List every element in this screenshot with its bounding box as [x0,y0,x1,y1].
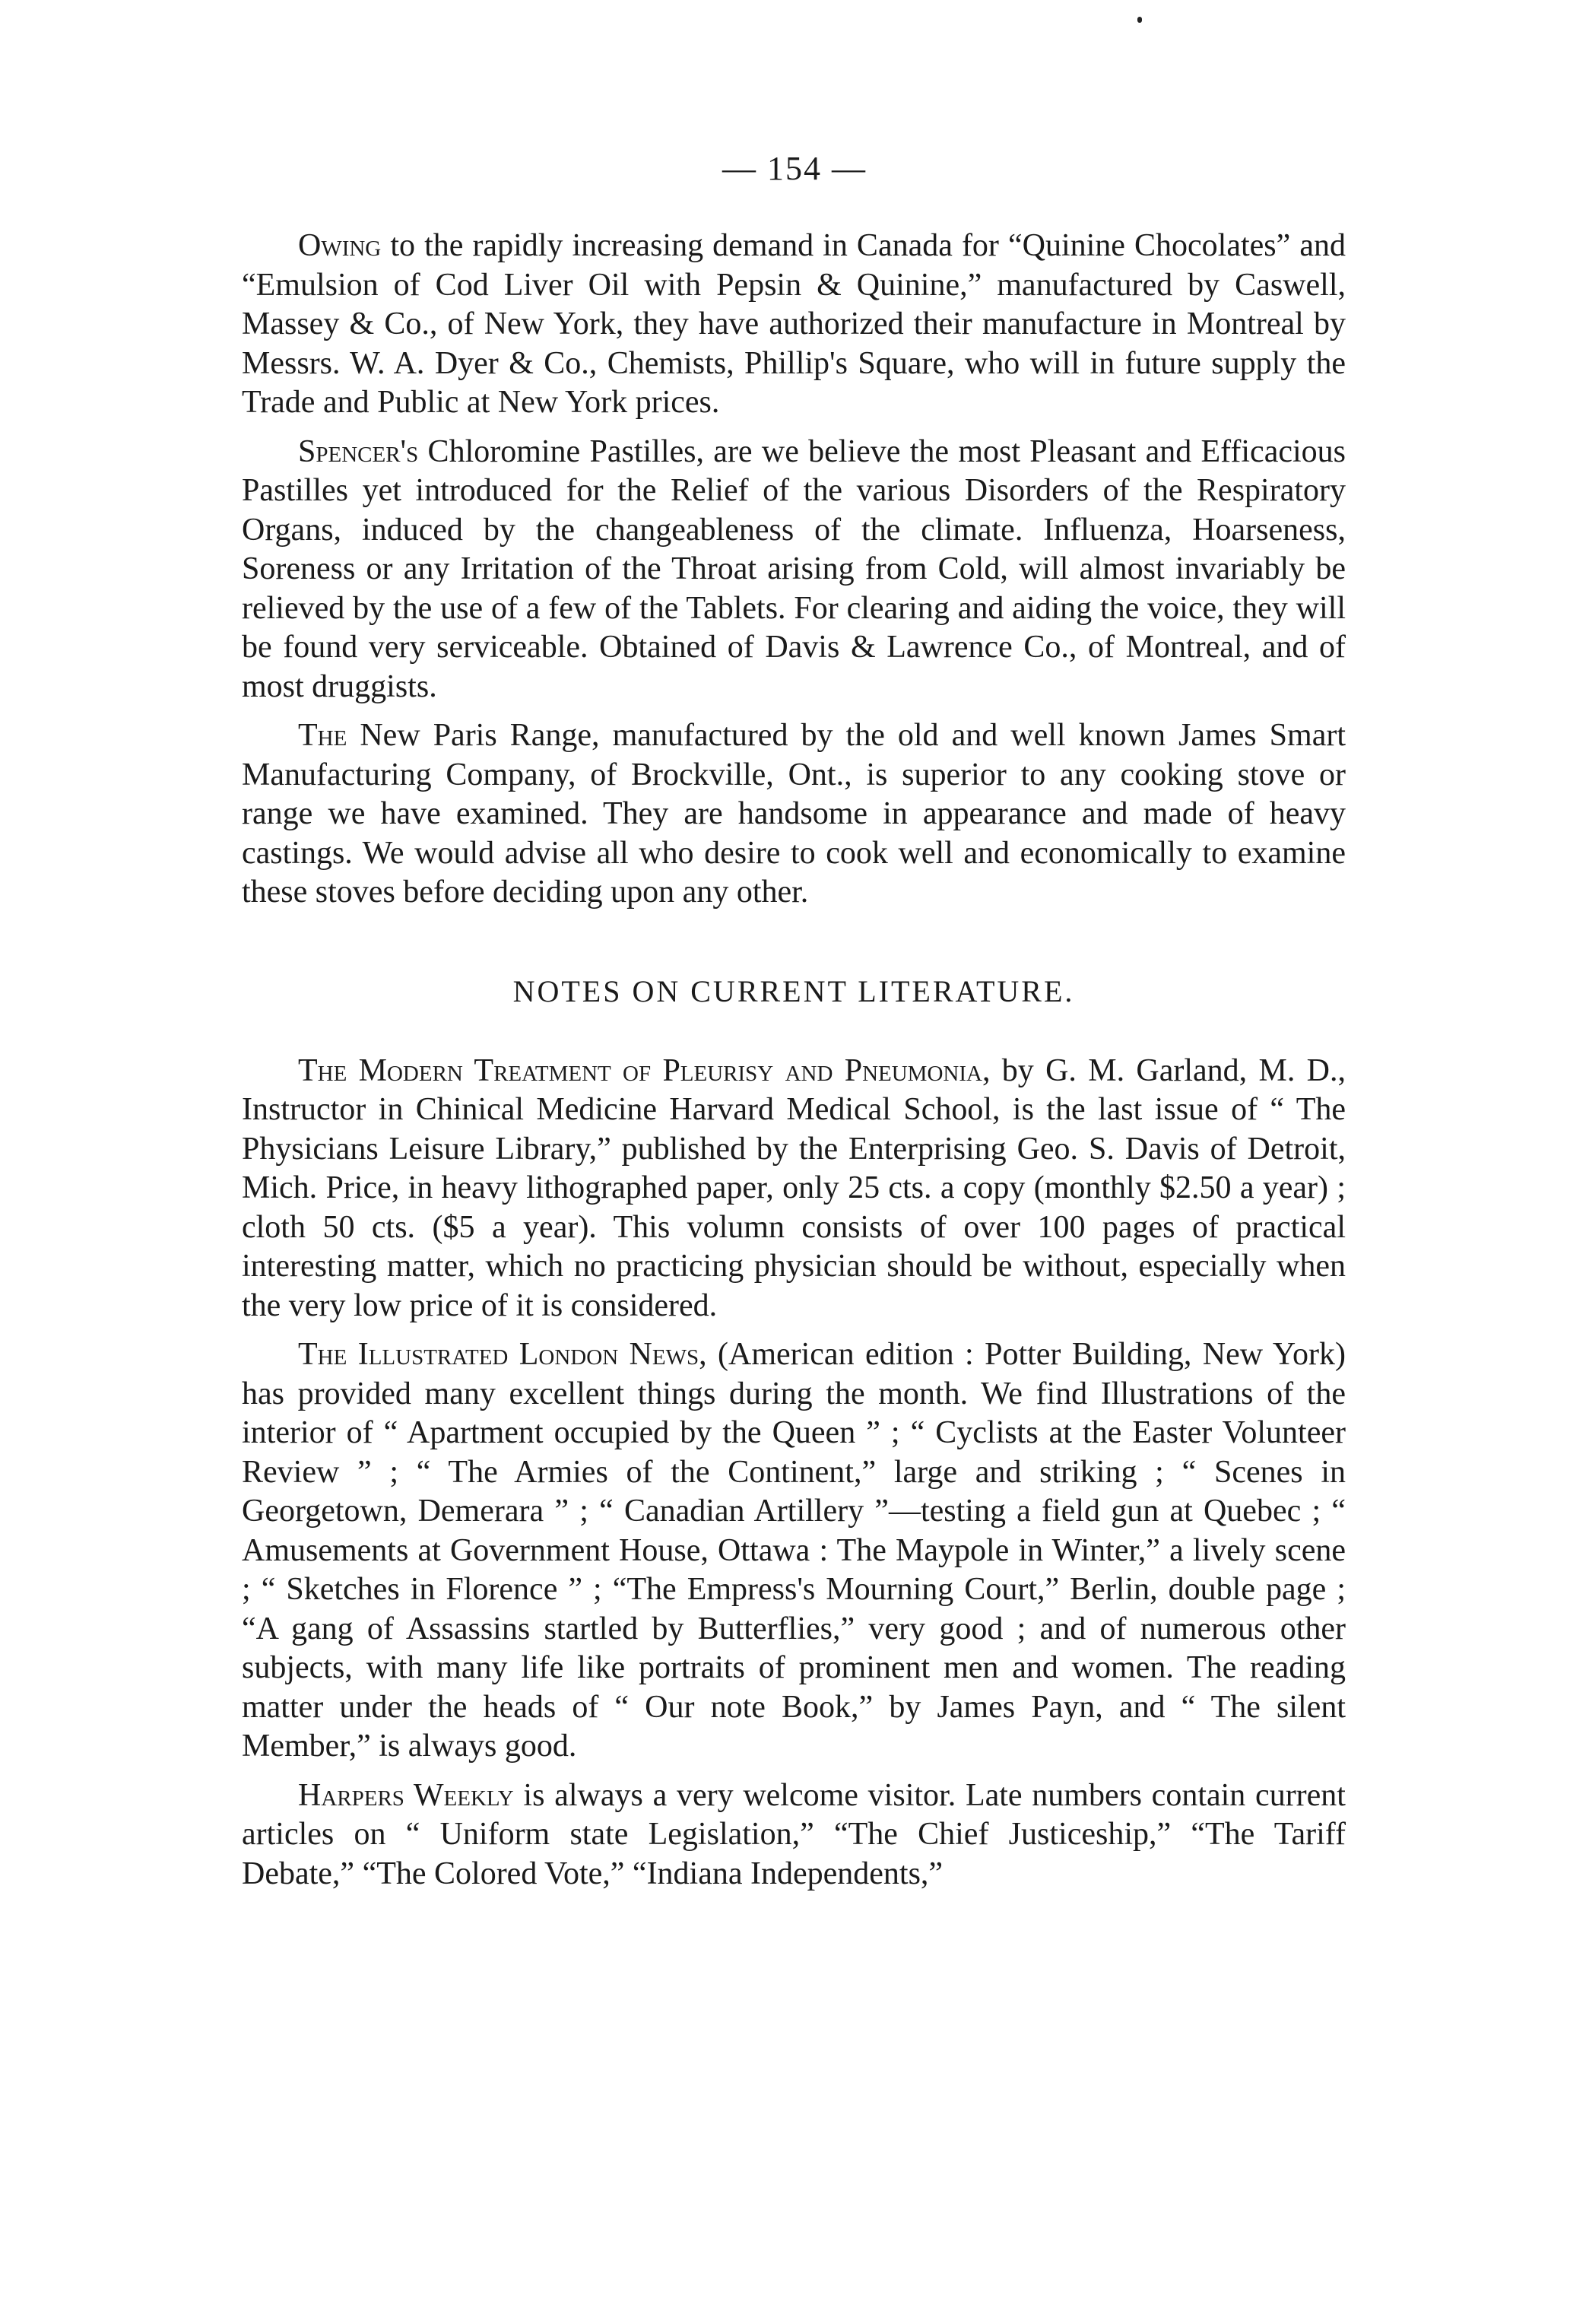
paragraph-text: Chloromine Pastilles, are we believe the most Pleasant and Efficacious Pastilles yet introduced for the Relief of the various Disorders of the Respiratory Organs, induced by the changeableness of the climate. Influenza, Hoarseness, Soreness or any Irritation of the Throat arising from Cold, will almost invariably be relieved by the use of a few of the Tablets. For clearing and aiding the voice, they will be found very serviceable. Obtained of Davis & Lawrence Co., of Montreal, and of most druggists. [242,433,1346,704]
paragraph-lead: The Modern Treatment of Pleurisy and Pneumonia, [298,1052,991,1088]
paragraph-lead: Harpers Weekly [298,1777,514,1813]
section-title: NOTES ON CURRENT LITERATURE. [512,973,1075,1008]
note-paragraph-harpers [242,1776,1346,1894]
ad-paragraph-quinine [242,227,1346,423]
paragraph-text: New Paris Range, manufactured by the old and well known James Smart Manufacturing Company, of Brockville, Ont., is superior to any cooking stove or range we have examined. They are handsome in appearance and made of heavy castings. We would advise all who desire to cook well and economically to examine these stoves before deciding upon any other. [242,718,1346,910]
note-paragraph-london-news [242,1335,1346,1767]
paragraph-lead: The Illustrated London News, [298,1337,707,1372]
paragraph-lead: Owing [298,228,382,263]
page-body [242,227,1346,1903]
page-number: — 154 — [722,150,867,187]
ad-paragraph-pastilles [242,433,1346,707]
paragraph-lead: The [298,718,347,753]
ad-paragraph-range [242,716,1346,913]
note-paragraph-pleurisy [242,1052,1346,1326]
paragraph-text: is always a very welcome visitor. Late numbers contain current articles on “ Uniform state Legislation,” “The Chief Justiceship,” “The Tariff Debate,” “The Colored Vote,” “Indiana Independents,” [242,1777,1346,1891]
paragraph-text: by G. M. Garland, M. D., Instructor in Chinical Medicine Harvard Medical School, is the last issue of “ The Physicians Leisure Library,” published by the Enterprising Geo. S. Davis of Detroit, Mich. Price, in heavy lithographed paper, only 25 cts. a copy (monthly $2.50 a year) ; cloth 50 cts. ($5 a year). This volumn consists of over 100 pages of practical interesting matter, which no practicing physician should be without, especially when the very low price of it is considered. [242,1052,1346,1323]
paragraph-text: to the rapidly increasing demand in Canada for “Quinine Chocolates” and “Emulsion of Cod Liver Oil with Pepsin & Quinine,” manufactured by Caswell, Massey & Co., of New York, they have authorized their manufacture in Montreal by Messrs. W. A. Dyer & Co., Chemists, Phillip's Square, who will in future supply the Trade and Public at New York prices. [242,228,1346,420]
ink-speck [1137,17,1142,23]
paragraph-text: (American edition : Potter Building, New York) has provided many excellent things during the month. We find Illustrations of the interior of “ Apartment occupied by the Queen ” ; “ Cyclists at the Easter Volunteer Review ” ; “ The Armies of the Continent,” large and striking ; “ Scenes in Georgetown, Demerara ” ; “ Canadian Artillery ”—testing a field gun at Quebec ; “ Amusements at Government House, Ottawa : The Maypole in Winter,” a lively scene ; “ Sketches in Florence ” ; “The Empress's Mourning Court,” Berlin, double page ; “A gang of Assassins startled by Butterflies,” very good ; and of numerous other subjects, with many life like portraits of prominent men and women. The reading matter under the heads of “ Our note Book,” by James Payn, and “ The silent Member,” is always good. [242,1337,1346,1764]
paragraph-lead: Spencer's [298,433,419,469]
